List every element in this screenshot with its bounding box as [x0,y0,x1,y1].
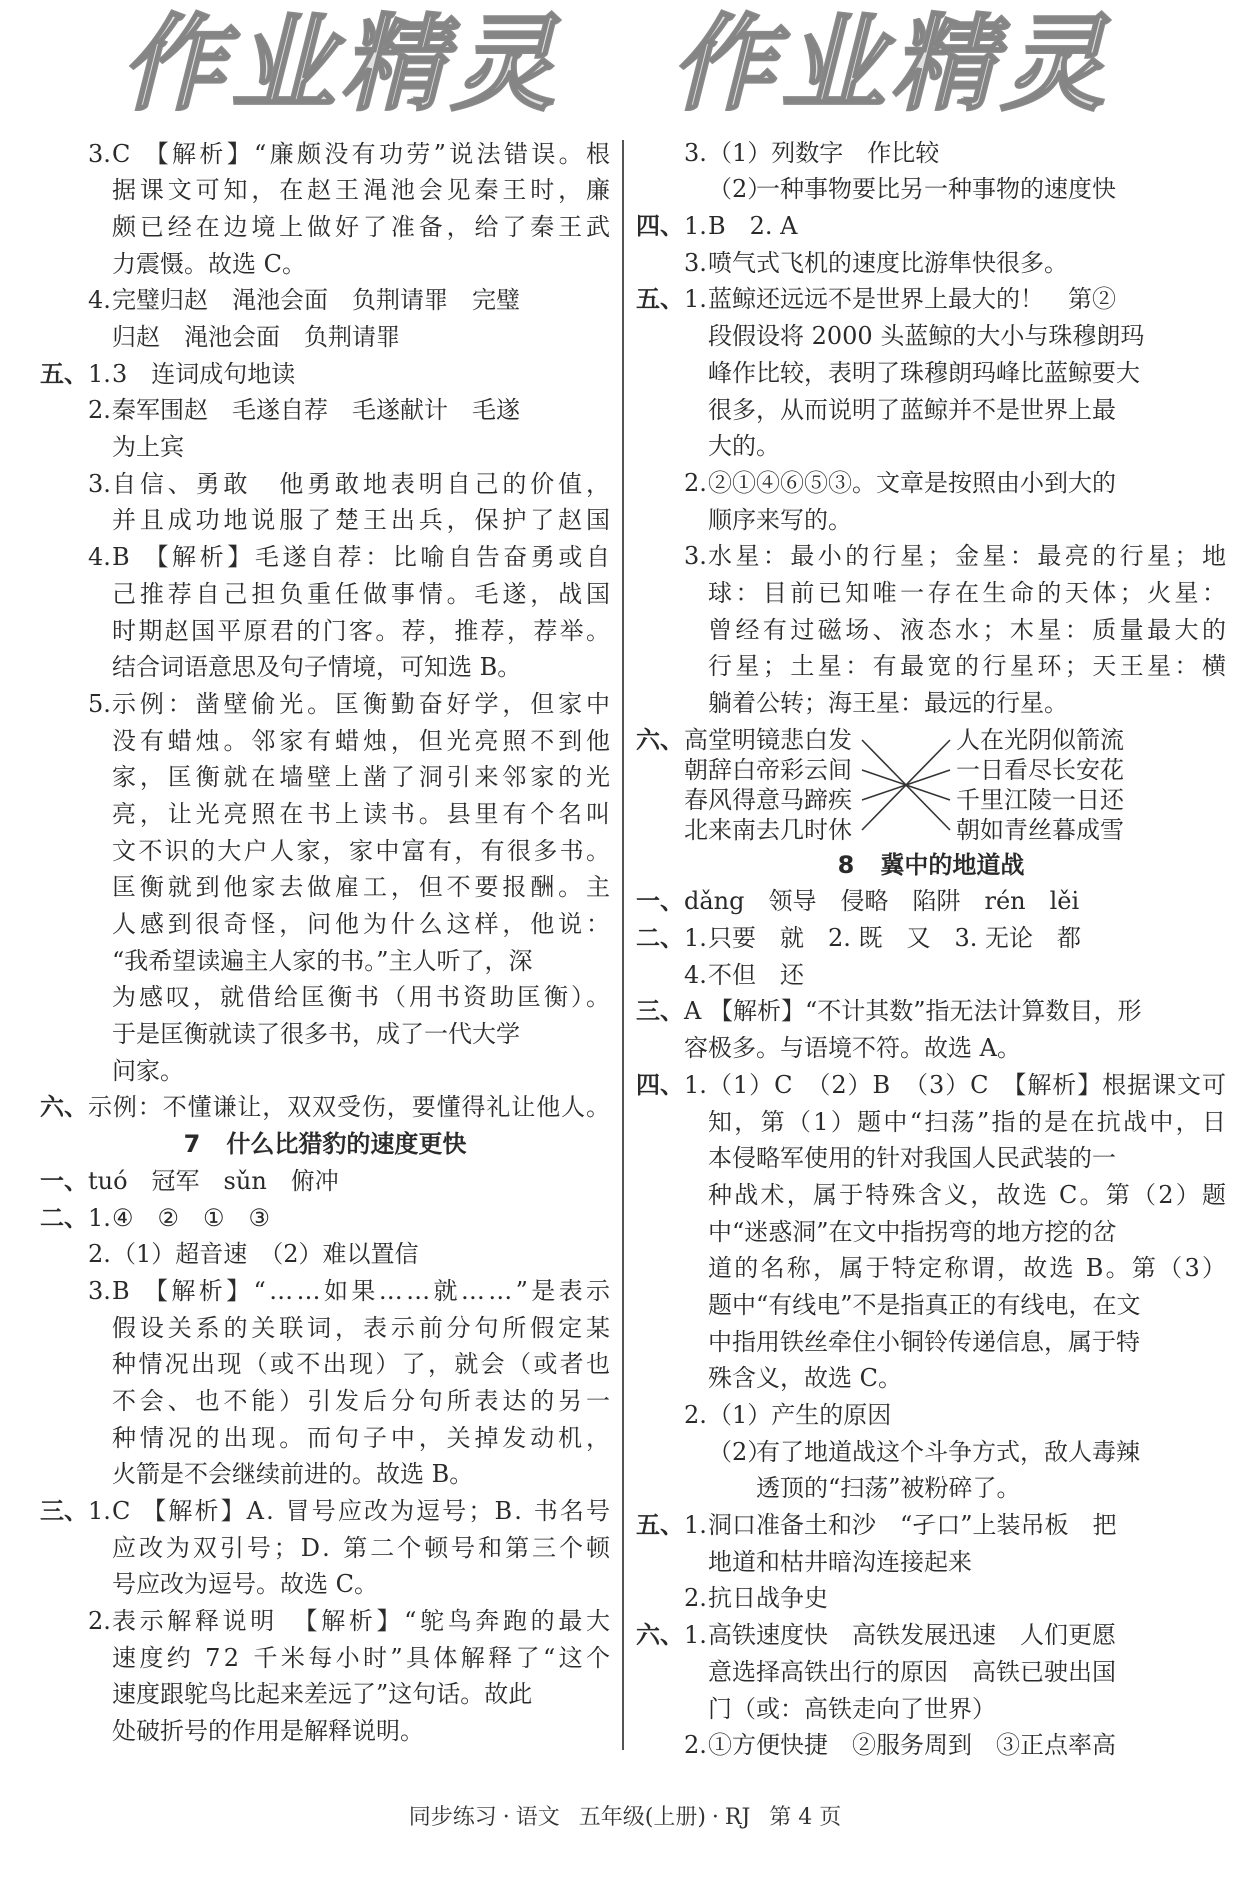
footer-book: 同步练习 [408,1805,497,1830]
question-section-label: 三、 [40,1496,88,1526]
answer-line [636,1030,1226,1067]
answer-line [40,576,614,613]
answer-line [40,539,614,576]
question-section-label: 四、 [636,1069,684,1099]
answer-line [40,906,614,943]
answer-text: 顺序来写的。 [708,505,852,534]
answer-line [636,957,1226,994]
poem-line-right: 一日看尽长安花 [956,755,1124,784]
question-number: 1. [684,1621,707,1650]
page-footer: 同步练习 · 语文 五年级(上册) · RJ 第 4 页 [408,1805,842,1830]
answer-line [636,883,1226,920]
question-number: 4. [88,543,111,572]
answer-line [40,392,610,429]
question-section-label: 二、 [40,1202,88,1232]
answer-line [636,502,1226,539]
question-number: 1. [684,1070,707,1099]
answer-line [40,1163,610,1200]
answer-text: C 【解析】“廉颇没有功劳”说法错误。根 [112,139,614,168]
question-section-label: 四、 [636,211,684,241]
question-number: 3. [684,138,707,167]
answer-line [636,1067,1226,1104]
answer-line [636,208,1226,245]
answer-line [40,796,614,833]
poem-line-left: 高堂明镜悲白发 [684,725,852,754]
answer-text: 完璧归赵 渑池会面 负荆请罪 完璧 [112,286,520,315]
answer-line [636,1580,1226,1617]
answer-text: （1）列数字 作比较 [708,138,940,167]
footer-edition: RJ [724,1805,751,1830]
answer-line [40,833,613,870]
answer-text: 速度约 72 千米每小时”具体解释了“这个 [112,1643,614,1672]
question-number: 1. [88,1203,111,1232]
answer-text: 时期赵国平原君的门客。荐，推荐，荐举。 [112,616,613,645]
answer-text: 示例：不懂谦让，双双受伤，要懂得礼让他人。 [88,1093,611,1122]
answer-line [40,1383,614,1420]
answer-line [636,392,1226,429]
answer-text: 种战术，属于特殊含义，故选 C。第（2）题 [708,1180,1229,1209]
question-section-label: 五、 [636,1510,684,1540]
answer-line [636,612,1230,649]
right-column-bottom [636,847,1229,1764]
answer-text: ①方便快捷 ②服务周到 ③正点率高 [708,1731,1116,1760]
answer-line [40,1236,610,1273]
answer-line [40,869,614,906]
section-number: 7 [183,1130,201,1159]
answer-text: 为感叹，就借给匡衡书（用书资助匡衡）。 [112,983,613,1012]
matching-lines [636,725,1226,847]
answer-line [40,686,614,723]
answer-line [636,1470,1226,1507]
answer-line [636,648,1230,685]
question-number: 3. [88,1276,111,1305]
answer-text: 处破折号的作用是解释说明。 [112,1717,424,1746]
answer-line [40,429,610,466]
answer-text: ②①④⑥⑤③。文章是按照由小到大的 [708,468,1116,497]
answer-text: 结合词语意思及句子情境，可知选 B。 [112,653,522,682]
answer-line [40,1493,613,1530]
question-number: 2. [684,1731,707,1760]
answer-text: 己推荐自己担负重任做事情。毛遂，战国 [112,579,614,608]
answer-line [636,1691,1226,1728]
answer-line [40,209,614,246]
answer-line [636,171,1226,208]
answer-line [636,1727,1226,1764]
answer-text: B 【解析】毛遂自荐：比喻自告奋勇或自 [112,543,614,572]
question-number: 2. [88,1240,111,1269]
answer-line [636,1214,1226,1251]
answer-line [636,1324,1226,1361]
answer-text: 段假设将 2000 头蓝鲸的大小与珠穆朗玛 [708,322,1145,351]
answer-line [636,1287,1226,1324]
answer-text: 文不识的大户人家，家中富有，有很多书。 [112,836,613,865]
answer-text: 力震慑。故选 C。 [112,249,306,278]
answer-text: 3 连词成句地读 [112,359,296,388]
answer-text: 速度跟鸵鸟比起来差远了”这句话。故此 [112,1680,533,1709]
right-column-top [636,135,1230,722]
answer-line [40,1310,614,1347]
answer-text: 抗日战争史 [708,1584,828,1613]
answer-text: 很多，从而说明了蓝鲸并不是世界上最 [708,395,1116,424]
question-number: 2. [684,468,707,497]
answer-line [40,1346,613,1383]
answer-line [40,356,610,393]
question-section-label: 一、 [40,1165,88,1195]
footer-grade: 五年级(上册) [578,1805,706,1830]
answer-line [636,1434,1226,1471]
answer-line [636,1654,1226,1691]
answer-text: 种情况的出现。而句子中，关掉发动机， [112,1423,614,1452]
question-section-label: 二、 [636,923,684,953]
question-section-label: 五、 [40,358,88,388]
answer-text: 题中“有线电”不是指真正的有线电，在文 [708,1290,1141,1319]
answer-text: 亮，让光亮照在书上读书。县里有个名叫 [112,799,614,828]
answer-text: 喷气式飞机的速度比游隼快很多。 [708,248,1068,277]
section-title-text: 什么比猎豹的速度更快 [226,1130,467,1159]
question-number: 1. [684,212,707,241]
answer-line [636,1617,1226,1654]
answer-line [636,993,1226,1030]
answer-line [40,1273,614,1310]
section-title [40,1126,610,1163]
answer-line [636,281,1226,318]
answer-line [636,465,1226,502]
answer-text: 峰作比较，表明了珠穆朗玛峰比蓝鲸要大 [708,358,1140,387]
answer-text: 火箭是不会继续前进的。故选 B。 [112,1460,474,1489]
answer-text: 问家。 [112,1056,184,1085]
question-number: 2. [684,1401,707,1429]
answer-line [40,502,614,539]
answer-text: （1）超音速 （2）难以置信 [112,1240,419,1269]
answer-line [636,1507,1226,1544]
question-number: 1. [88,1497,111,1526]
question-number: 3. [88,469,111,498]
answer-line [40,1200,610,1237]
answer-line [40,246,610,283]
poem-line-right: 朝如青丝暮成雪 [956,815,1124,844]
answer-text: 只要 就 2. 既 又 3. 无论 都 [708,924,1082,953]
poem-line-right: 千里江陵一日还 [956,785,1124,814]
answer-text: 殊含义，故选 C。 [708,1364,902,1393]
question-section-label: 三、 [636,996,684,1026]
answer-line [40,1713,610,1750]
question-number: 1. [684,924,707,953]
footer-page-number: 第 4 页 [769,1805,842,1830]
question-number: 3. [88,139,111,168]
answer-line [636,1140,1226,1177]
answer-line [40,943,610,980]
answer-line [40,1640,614,1677]
answer-text: 行星；土星：有最宽的行星环；天王星：横 [708,652,1230,681]
answer-line [40,172,614,209]
question-number: 1. [88,359,111,388]
answer-text: 自信、勇敢 他勇敢地表明自己的价值， [112,469,614,498]
column-divider [622,140,624,1750]
answer-text: 知，第（1）题中“扫荡”指的是在抗战中，日 [708,1107,1229,1136]
answer-text: dǎng 领导 侵略 陷阱 rén lěi [684,887,1080,916]
answer-text: 意选择高铁出行的原因 高铁已驶出国 [708,1657,1116,1686]
answer-line [40,319,610,356]
answer-line [40,1053,610,1090]
answer-text: 洞口准备土和沙 “孑口”上装吊板 把 [708,1511,1117,1540]
answer-line [40,1420,614,1457]
answer-text: （1）C （2）B （3）C 【解析】根据课文可 [708,1070,1227,1099]
answer-line [636,538,1230,575]
answer-line [636,428,1226,465]
question-number: 2. [684,1584,707,1613]
watermark-logo: 作业精灵 [664,3,1136,125]
answer-text: 归赵 渑池会面 负荆请罪 [112,323,400,352]
poem-line-left: 春风得意马蹄疾 [684,785,852,814]
answer-text: （1）产生的原因 [708,1401,892,1429]
answer-line [40,1089,610,1126]
answer-line [40,136,614,173]
answer-text: 不但 还 [708,960,804,989]
question-number: 1. [684,285,707,314]
left-column [40,136,614,1750]
question-section-label: 五、 [636,284,684,314]
question-number: 2. [88,1607,111,1636]
answer-text: 表示解释说明 【解析】“鸵鸟奔跑的最大 [112,1607,614,1636]
question-number: 4. [684,960,707,989]
question-section-label: 六、 [636,1620,684,1650]
answer-text: 假设关系的关联词，表示前分句所假定某 [112,1313,614,1342]
answer-line [40,1566,610,1603]
answer-text: 据课文可知，在赵王渑池会见秦王时，廉 [112,176,614,205]
answer-line [636,685,1226,722]
answer-text: 本侵略军使用的针对我国人民武装的一 [708,1144,1116,1173]
answer-text: 示例：凿壁偷光。匡衡勤奋好学，但家中 [112,689,614,718]
answer-text: 水星：最小的行星；金星：最亮的行星；地 [708,542,1230,571]
answer-text: 大的。 [708,432,780,461]
answer-text: B 2. A [708,212,798,241]
answer-line [40,1603,614,1640]
answer-text: C 【解析】A. 冒号应改为逗号；B. 书名号 [112,1497,613,1526]
answer-text: 门（或：高铁走向了世界） [708,1694,996,1723]
answer-line [636,355,1226,392]
answer-text: 颇已经在边境上做好了准备，给了秦王武 [112,212,614,241]
answer-text: tuó 冠军 sǔn 俯冲 [88,1166,339,1195]
answer-line [40,723,614,760]
answer-line [636,318,1226,355]
answer-text: 人感到很奇怪，问他为什么这样，他说： [112,910,614,939]
answer-text: 家，匡衡就在墙壁上凿了洞引来邻家的光 [112,763,614,792]
answer-text: A 【解析】“不计其数”指无法计算数目，形 [684,997,1142,1026]
question-section-label: 六、 [40,1092,88,1122]
answer-text: 应改为双引号；D. 第二个顿号和第三个顿 [112,1533,613,1562]
answer-text: 秦军围赵 毛遂自荐 毛遂献计 毛遂 [112,396,520,425]
question-number: 3. [684,248,707,277]
answer-line [40,613,613,650]
answer-line [636,1177,1229,1214]
answer-text: 蓝鲸还远远不是世界上最大的！ 第② [708,285,1116,314]
section-title [636,847,1226,884]
answer-line [40,1676,610,1713]
answer-text: ④ ② ① ③ [112,1203,271,1232]
section-title-text: 冀中的地道战 [880,850,1025,879]
question-number: 5. [88,689,111,718]
question-number: 2. [88,396,111,425]
answer-text: “我希望读遍主人家的书。”主人听了，深 [112,946,533,975]
answer-text: 高铁速度快 高铁发展迅速 人们更愿 [708,1621,1116,1650]
answer-line [40,649,610,686]
answer-text: 有了地道战这个斗争方式，敌人毒辣 [756,1437,1140,1466]
footer-subject: 语文 [515,1805,560,1830]
answer-line [636,1544,1226,1581]
answer-line [40,1016,610,1053]
answer-line [40,282,610,319]
answer-text: 道的名称，属于特定称谓，故选 B。第（3） [708,1254,1229,1283]
poem-line-left: 北来南去几时休 [684,815,852,844]
answer-text: 球：目前已知唯一存在生命的天体；火星： [708,578,1230,607]
answer-line [636,920,1226,957]
answer-line [636,575,1230,612]
answer-text: 一种事物要比另一种事物的速度快 [756,175,1116,204]
answer-text: 中“迷惑洞”在文中指拐弯的地方挖的岔 [708,1217,1117,1246]
answer-text: 中指用铁丝牵住小铜铃传递信息，属于特 [708,1327,1140,1356]
answer-line [40,1456,610,1493]
sub-question-number: （2） [708,1437,772,1466]
answer-text: 匡衡就到他家去做雇工，但不要报酬。主 [112,873,614,902]
question-number: 1. [684,1511,707,1540]
answer-line [40,759,614,796]
answer-line [636,135,1226,172]
answer-line [636,1397,1226,1434]
poem-matching-exercise [636,725,1226,847]
answer-text: 为上宾 [112,433,184,462]
answer-line [40,979,613,1016]
right-column [636,135,1230,1764]
answer-text: 种情况出现（或不出现）了，就会（或者也 [112,1350,613,1379]
sub-question-number: （2） [708,175,772,204]
question-section-label: 一、 [636,886,684,916]
question-number: 3. [684,542,707,571]
answer-line [636,245,1226,282]
watermark-logo: 作业精灵 [114,3,586,125]
poem-line-left: 朝辞白帝彩云间 [684,755,852,784]
answer-text: 透顶的“扫荡”被粉碎了。 [756,1474,1021,1503]
answer-line [636,1250,1229,1287]
answer-text: 躺着公转；海王星：最远的行星。 [708,689,1068,717]
question-number: 4. [88,286,111,315]
answer-text: 容极多。与语境不符。故选 A。 [684,1034,1021,1063]
poem-line-right: 人在光阴似箭流 [956,725,1124,754]
answer-line [636,1104,1229,1141]
answer-line [40,1530,613,1567]
answer-line [40,466,614,503]
question-section-label: 六、 [636,724,684,754]
answer-text: 并且成功地说服了楚王出兵，保护了赵国 [112,506,614,535]
section-number: 8 [837,850,855,879]
answer-text: B 【解析】“……如果……就……”是表示 [112,1276,614,1305]
answer-text: 于是匡衡就读了很多书，成了一代大学 [112,1020,520,1049]
answer-text: 地道和枯井暗沟连接起来 [708,1547,972,1576]
answer-text: 没有蜡烛。邻家有蜡烛，但光亮照不到他 [112,726,614,755]
answer-text: 号应改为逗号。故选 C。 [112,1570,378,1599]
answer-text: 不会、也不能）引发后分句所表达的另一 [112,1386,614,1415]
answer-line [636,1360,1226,1397]
answer-text: 曾经有过磁场、液态水；木星：质量最大的 [708,615,1230,644]
